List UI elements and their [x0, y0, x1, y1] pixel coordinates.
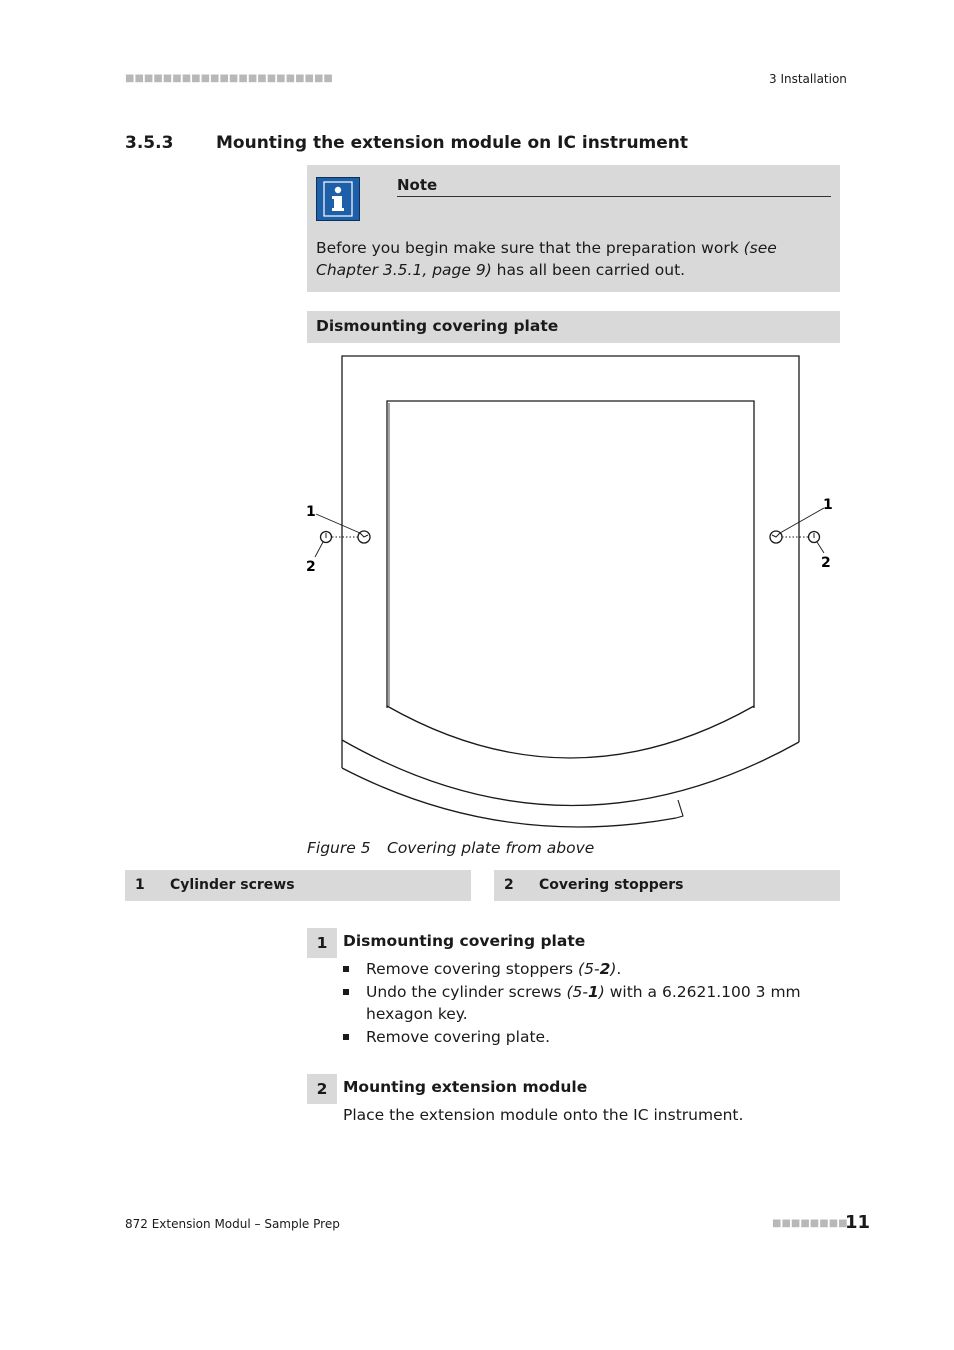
info-icon	[316, 177, 360, 221]
step-number: 2	[307, 1074, 337, 1104]
bullet-text-part: Remove covering stoppers	[366, 960, 579, 978]
page-number: 11	[845, 1212, 871, 1233]
front-curve-upper	[342, 740, 799, 806]
bullet-marker	[343, 966, 349, 972]
figure-ref-number: 1	[587, 983, 599, 1001]
section-number: 3.5.3	[125, 133, 174, 153]
step-title: Dismounting covering plate	[343, 932, 586, 950]
note-box	[307, 165, 840, 292]
callout-right-2: 2	[821, 555, 831, 571]
covering-plate-figure	[300, 350, 840, 840]
figure-reference[interactable]	[566, 983, 604, 1001]
outer-housing-outline	[342, 356, 799, 742]
legend-number: 1	[135, 877, 145, 893]
header-decoration: ■■■■■■■■■■■■■■■■■■■■■■	[125, 73, 333, 84]
step-bullet-text	[366, 981, 840, 1025]
legend-item	[125, 870, 471, 901]
figure-ref-prefix: (5-	[566, 983, 588, 1001]
inner-window-curve	[387, 706, 754, 758]
note-text-part: has all been carried out.	[491, 261, 686, 279]
section-title: Mounting the extension module on IC instrument	[216, 133, 689, 153]
figure-ref-suffix: )	[598, 983, 605, 1001]
subheading-bar	[307, 311, 840, 343]
bullet-marker	[343, 989, 349, 995]
step-bullet-text	[366, 958, 840, 980]
header-section-label: 3 Installation	[769, 72, 847, 86]
note-text	[316, 237, 826, 281]
subheading-text: Dismounting covering plate	[316, 317, 559, 335]
step-number: 1	[307, 928, 337, 958]
callout-left-1: 1	[306, 504, 316, 520]
left-covering-stopper-icon	[321, 532, 332, 543]
footer-doc-title: 872 Extension Modul – Sample Prep	[125, 1217, 340, 1231]
note-title: Note	[397, 176, 438, 194]
legend-label: Covering stoppers	[539, 877, 684, 893]
legend-item	[494, 870, 840, 901]
step-title: Mounting extension module	[343, 1078, 588, 1096]
legend-number: 2	[504, 877, 514, 893]
note-rule	[397, 196, 831, 197]
figure-ref-prefix: (5-	[578, 960, 600, 978]
step-bullet-text: Remove covering plate.	[366, 1028, 550, 1046]
figure-ref-number: 2	[599, 960, 611, 978]
callout-left-2: 2	[306, 559, 316, 575]
bullet-marker	[343, 1034, 349, 1040]
step-body-text: Place the extension module onto the IC instrument.	[343, 1106, 744, 1124]
footer-decoration: ■■■■■■■■	[772, 1218, 848, 1229]
note-chapter-reference[interactable]: (see Chapter 3.5.1, page 9)	[316, 239, 777, 279]
figure-ref-suffix: )	[610, 960, 617, 978]
note-text-part: Before you begin make sure that the preparation work	[316, 239, 744, 257]
bullet-text-part: Undo the cylinder screws	[366, 983, 567, 1001]
figure-caption-label: Figure 5	[307, 839, 371, 857]
legend-label: Cylinder screws	[170, 877, 295, 893]
figure-reference[interactable]	[578, 960, 616, 978]
front-curve-lower	[342, 768, 676, 827]
inner-window-outline	[387, 401, 754, 708]
figure-caption-title: Covering plate from above	[387, 839, 595, 857]
bullet-text-part: with a 6.2621.100 3 mm hexagon key.	[366, 983, 801, 1023]
bullet-text-part: .	[616, 960, 622, 978]
right-covering-stopper-icon	[809, 532, 820, 543]
callout-right-1: 1	[823, 497, 833, 513]
